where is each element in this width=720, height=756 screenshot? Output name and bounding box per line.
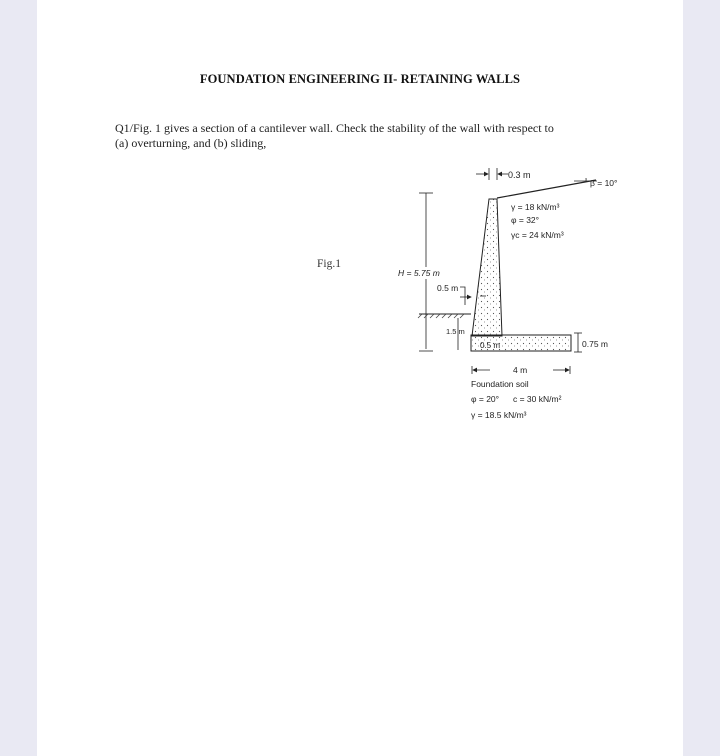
concrete-unit-weight: γc = 24 kN/m³ (511, 230, 564, 240)
backfill-friction-angle: φ = 32° (511, 215, 540, 225)
document-title: FOUNDATION ENGINEERING II- RETAINING WALLS (199, 72, 521, 86)
foundation-cohesion: c = 30 kN/m² (513, 394, 562, 404)
question-line-2: (a) overturning, and (b) sliding, (115, 135, 267, 150)
foundation-unit-weight: γ = 18.5 kN/m³ (471, 410, 527, 420)
toe-width-label: 0.5 m (480, 341, 501, 350)
question-line-1: Q1/Fig. 1 gives a section of a cantilever wall. Check the stability of the wall with respect to (115, 121, 554, 135)
wall-height-label: H = 5.75 m (398, 268, 440, 278)
stem-base-label: 0.5 m (437, 283, 459, 293)
backfill-surface (497, 180, 596, 198)
stem-base-leader (460, 287, 465, 305)
foundation-soil-title: Foundation soil (471, 379, 529, 389)
base-width-label: 4 m (513, 365, 528, 375)
backfill-unit-weight: γ = 18 kN/m³ (511, 202, 560, 212)
ground-hatching (418, 314, 464, 318)
top-width-label: 0.3 m (508, 170, 531, 180)
wall-stem (472, 199, 502, 336)
figure-label: Fig.1 (317, 258, 341, 270)
base-thickness-label: 0.75 m (582, 339, 608, 349)
foundation-phi: φ = 20° (471, 394, 500, 404)
slope-angle-label: β = 10° (590, 178, 618, 188)
toe-depth-label: 1.5 m (446, 327, 465, 336)
